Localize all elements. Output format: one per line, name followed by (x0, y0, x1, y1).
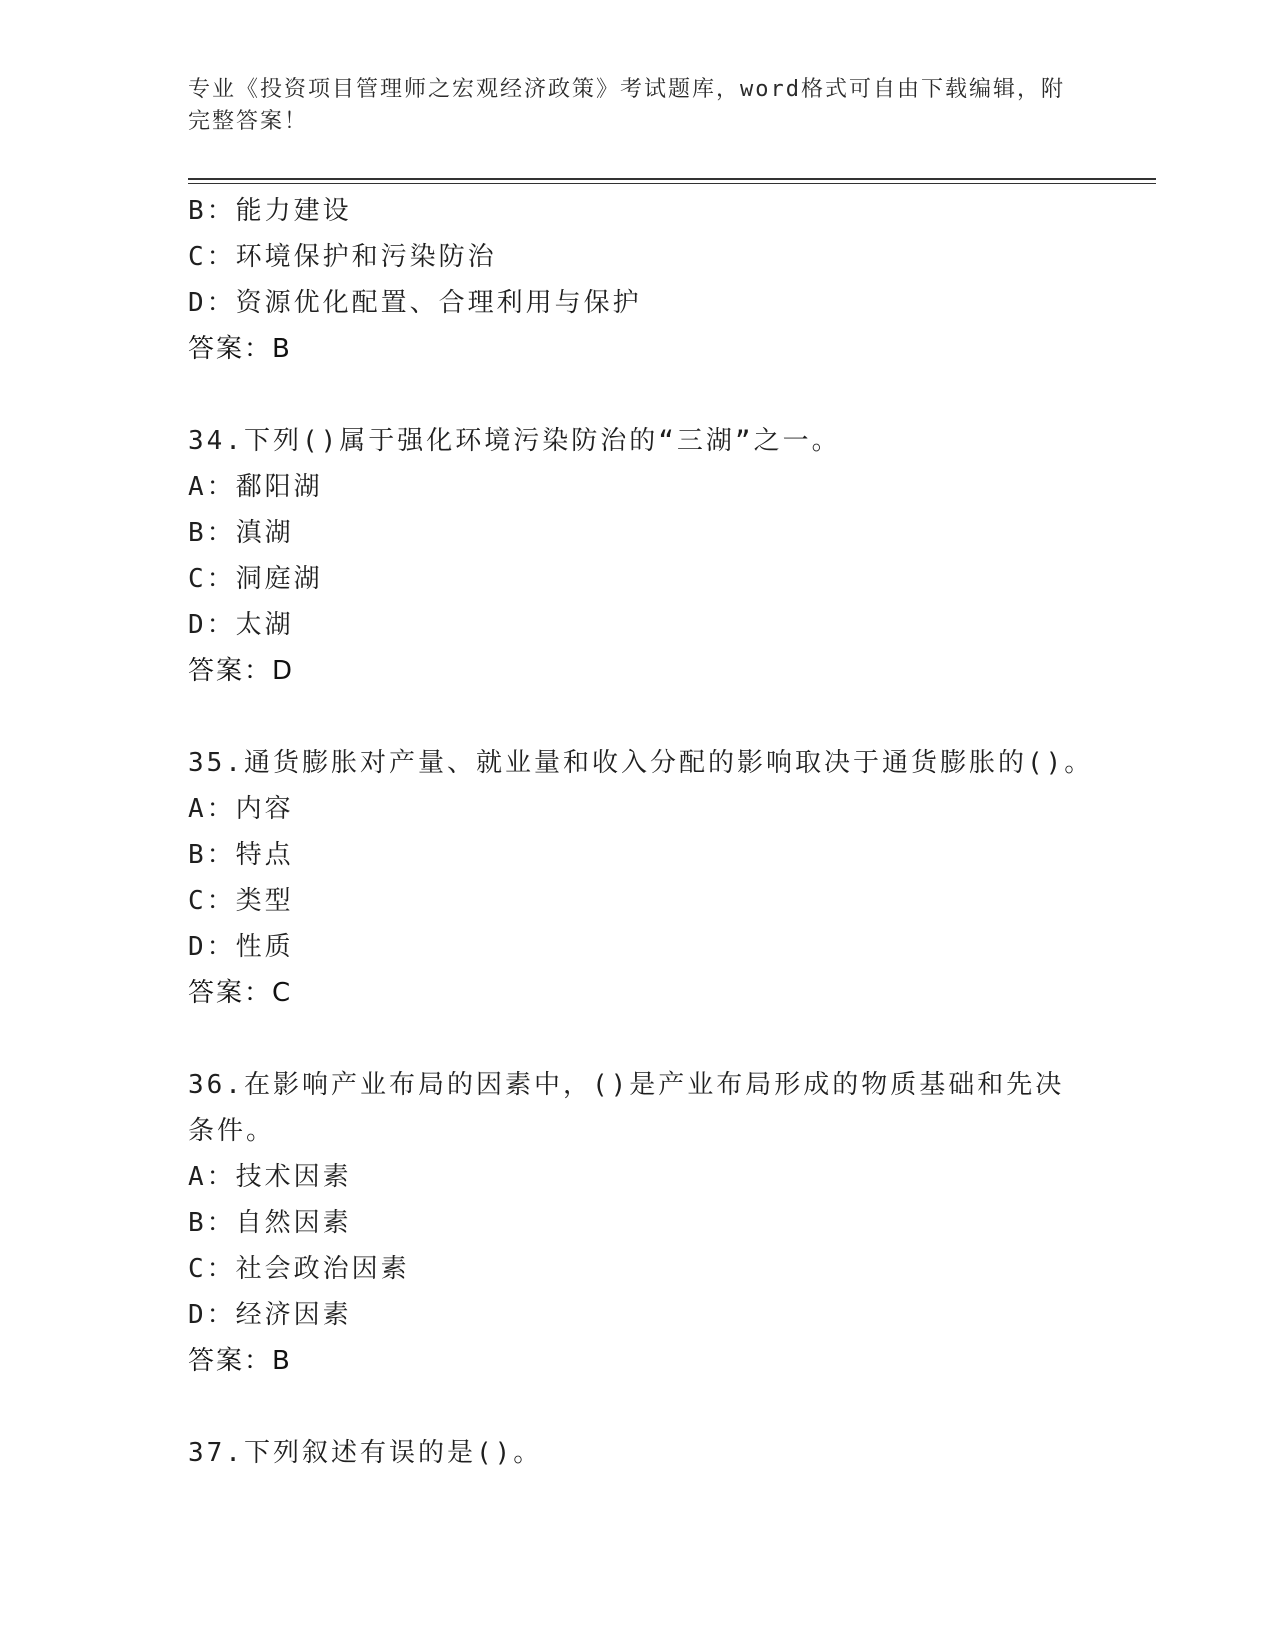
option-d: D：资源优化配置、合理利用与保护 (188, 288, 642, 318)
option-c: C：类型 (188, 886, 294, 916)
option-d: D：太湖 (188, 610, 294, 640)
option-c: C：社会政治因素 (188, 1254, 410, 1284)
option-c: C：环境保护和污染防治 (188, 242, 497, 272)
question-text: 34.下列()属于强化环境污染防治的“三湖”之一。 (188, 426, 841, 456)
option-d: D：经济因素 (188, 1300, 352, 1330)
question-34-block (188, 418, 1088, 694)
answer-line: 答案：B (188, 334, 292, 364)
answer-line: 答案：D (188, 656, 295, 686)
question-list (188, 188, 1094, 1476)
question-35-block (188, 740, 1094, 1016)
option-b: B：自然因素 (188, 1208, 352, 1238)
option-b: B：特点 (188, 840, 294, 870)
question-33-block (188, 188, 1088, 372)
answer-line: 答案：B (188, 1346, 292, 1376)
spacer (188, 694, 1088, 740)
option-a: A：内容 (188, 794, 294, 824)
option-a: A：鄱阳湖 (188, 472, 323, 502)
spacer (188, 1384, 1088, 1430)
header-divider-thin (188, 183, 1156, 184)
option-a: A：技术因素 (188, 1162, 352, 1192)
document-header: 专业《投资项目管理师之宏观经济政策》考试题库，word格式可自由下载编辑，附完整答案！ (188, 77, 1065, 134)
option-b: B：能力建设 (188, 196, 352, 226)
question-37-block (188, 1430, 1088, 1476)
option-b: B：滇湖 (188, 518, 294, 548)
header-divider (188, 178, 1156, 180)
question-text: 37.下列叙述有误的是()。 (188, 1438, 543, 1468)
option-d: D：性质 (188, 932, 294, 962)
answer-line: 答案：C (188, 978, 293, 1008)
question-text: 36.在影响产业布局的因素中，()是产业布局形成的物质基础和先决条件。 (188, 1070, 1065, 1146)
spacer (188, 1016, 1088, 1062)
question-text: 35.通货膨胀对产量、就业量和收入分配的影响取决于通货膨胀的()。 (188, 748, 1094, 778)
option-c: C：洞庭湖 (188, 564, 323, 594)
spacer (188, 372, 1088, 418)
question-36-block (188, 1062, 1088, 1384)
